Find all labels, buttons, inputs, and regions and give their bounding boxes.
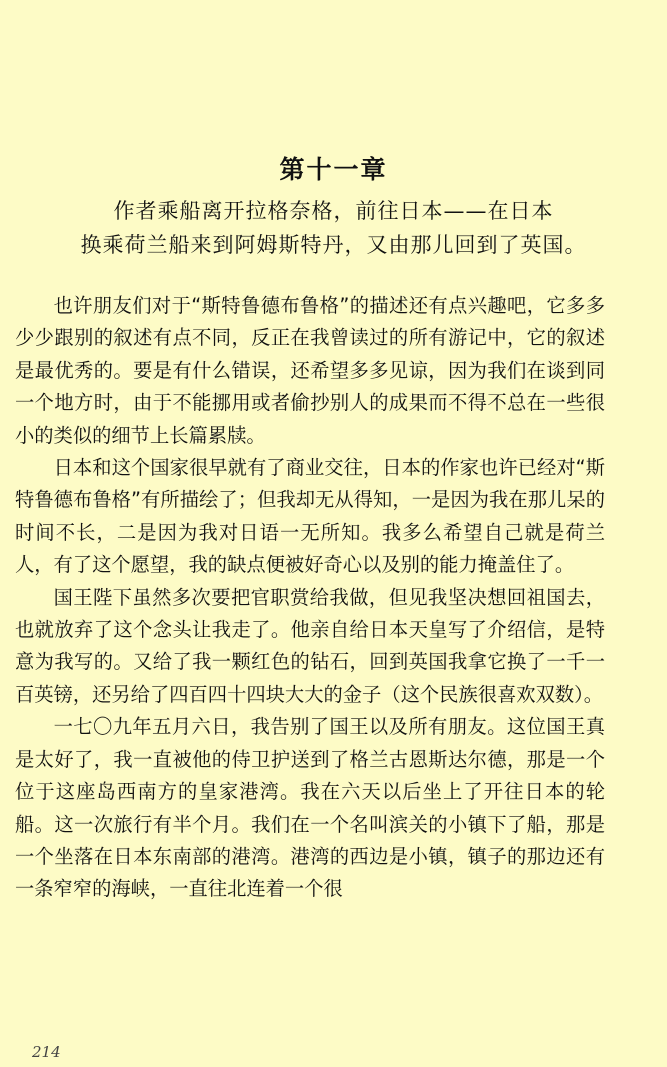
body-text bbox=[15, 290, 605, 906]
paragraph: 也许朋友们对于“斯特鲁德布鲁格”的描述还有点兴趣吧，它多多少少跟别的叙述有点不同，反正在我曾读过的所有游记中，它的叙述是最优秀的。要是有什么错误，还希望多多见谅，因为我们在谈到同一个地方时，由于不能挪用或者偷抄别人的成果而不得不总在一些很小的类似的细节上长篇累牍。 bbox=[15, 294, 605, 447]
chapter-title: 第十一章 bbox=[279, 155, 388, 184]
paragraph: 日本和这个国家很早就有了商业交往，日本的作家也许已经对“斯特鲁德布鲁格”有所描绘了；但我却无从得知，一是因为我在那儿呆的时间不长，二是因为我对日语一无所知。我多么希望自己就是荷兰人，有了这个愿望，我的缺点便被好奇心以及别的能力掩盖住了。 bbox=[15, 456, 605, 577]
chapter-subtitle-line-2: 换乘荷兰船来到阿姆斯特丹，又由那儿回到了英国。 bbox=[80, 233, 587, 257]
page-number: 214 bbox=[32, 1043, 61, 1061]
chapter-subtitle-line-1: 作者乘船离开拉格奈格，前往日本——在日本 bbox=[113, 199, 554, 223]
paragraph: 国王陛下虽然多次要把官职赏给我做，但见我坚决想回祖国去，也就放弃了这个念头让我走了。他亲自给日本天皇写了介绍信，是特意为我写的。又给了我一颗红色的钻石，回到英国我拿它换了一千一百英镑，还另给了四百四十四块大大的金子（这个民族很喜欢双数）。 bbox=[15, 585, 605, 706]
paragraph: 一七〇九年五月六日，我告别了国王以及所有朋友。这位国王真是太好了，我一直被他的侍卫护送到了格兰古恩斯达尔德，那是一个位于这座岛西南方的皇家港湾。我在六天以后坐上了开往日本的轮船。这一次旅行有半个月。我们在一个名叫滨关的小镇下了船，那是一个坐落在日本东南部的港湾。港湾的西边是小镇，镇子的那边还有一条窄窄的海峡，一直往北连着一个很 bbox=[15, 715, 605, 901]
